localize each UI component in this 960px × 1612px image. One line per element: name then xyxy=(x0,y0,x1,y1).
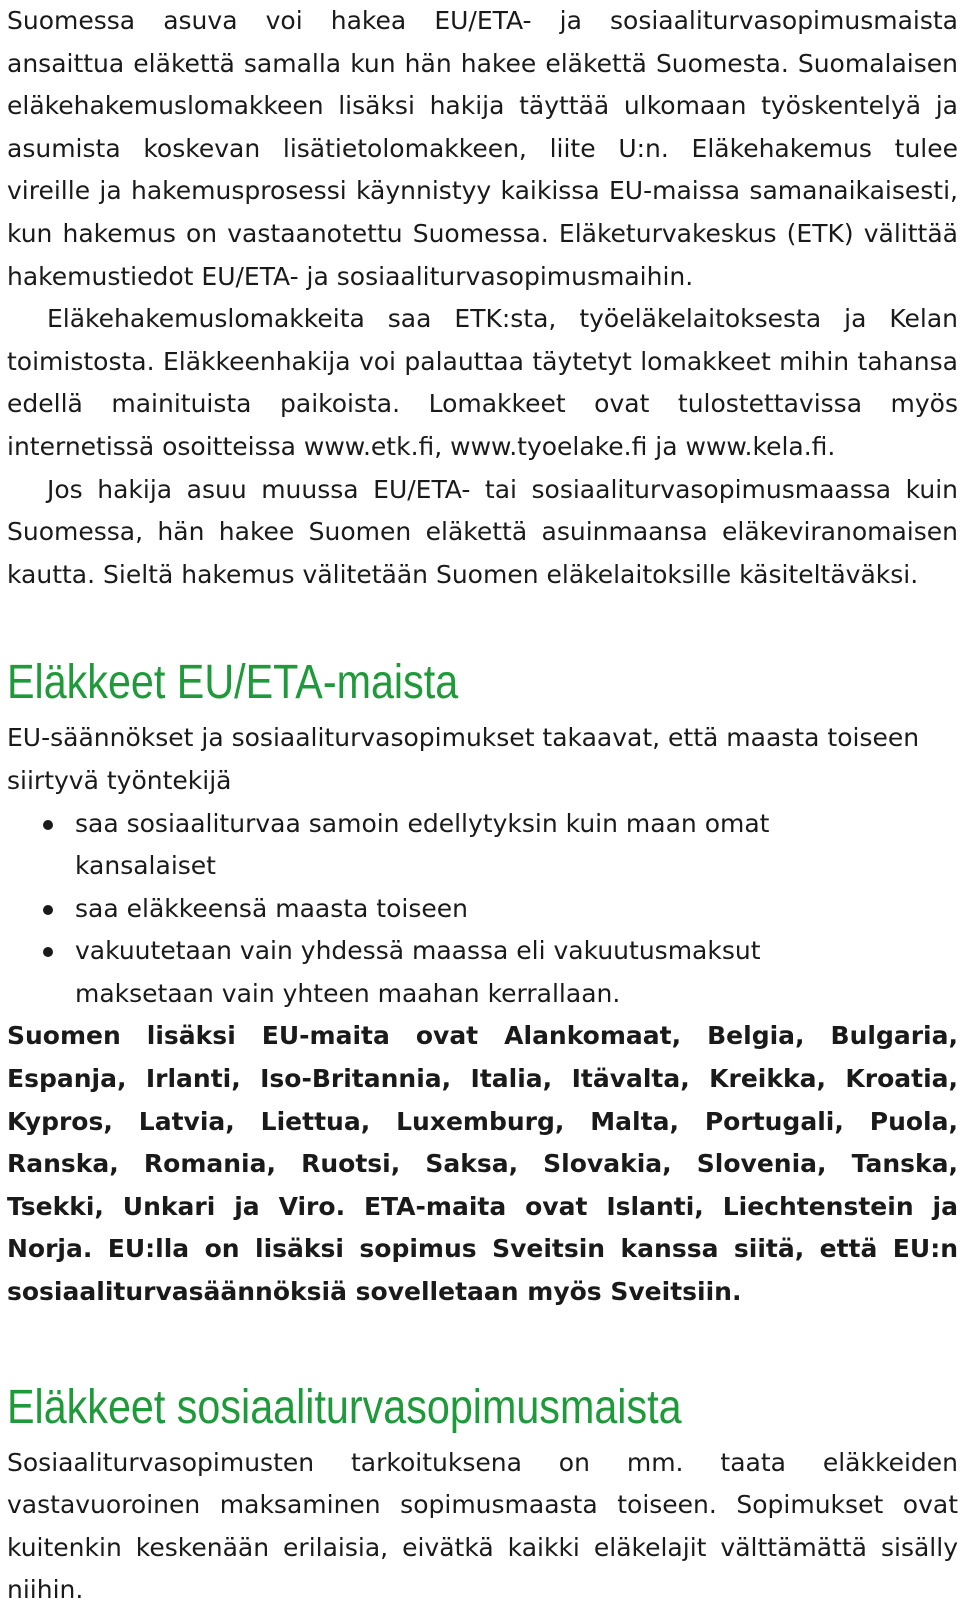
bullet-icon xyxy=(43,905,53,915)
eu-countries-paragraph: Suomen lisäksi EU-maita ovat Alankomaat, Belgia, Bulgaria, Espanja, Irlanti, Iso-Britannia, Italia, Itävalta, Kreikka, Kroatia, Kypros, Latvia, Liettua, Luxemburg, Malta, Portugali, Puola, Ranska, Romania, Ruotsi, Saksa, Slovakia, Slovenia, Tanska, Tsekki, Unkari ja Viro. ETA-maita ovat Islanti, Liechtenstein ja Norja. EU:lla on lisäksi sopimus Sveitsin kanssa siitä, että EU:n sosiaaliturvasäännöksiä sovelletaan myös Sveitsiin. xyxy=(7,1021,958,1307)
intro-paragraph-2: Eläkehakemuslomakkeita saa ETK:sta, työeläkelaitoksesta ja Kelan toimistosta. Eläkkeenhakija voi palauttaa täytetyt lomakkeet mihin tahansa edellä mainituista paikoista. Lomakkeet ovat tulostettavissa myös internetissä osoitteissa www.etk.fi, www.tyoelake.fi ja www.kela.fi. xyxy=(7,304,958,461)
intro-section xyxy=(7,0,958,596)
eu-intro-paragraph: EU-säännökset ja sosiaaliturvasopimukset takaavat, että maasta toiseen siirtyvä työntekijä xyxy=(7,723,920,795)
list-item xyxy=(7,888,958,931)
eu-section-heading: Eläkkeet EU/ETA-maista xyxy=(7,656,459,710)
bullet-icon xyxy=(43,820,53,830)
intro-paragraph-1: Suomessa asuva voi hakea EU/ETA- ja sosiaaliturvasopimusmaista ansaittua eläkettä samalla kun hän hakee eläkettä Suomesta. Suomalaisen eläkehakemuslomakkeen lisäksi hakija täyttää ulkomaan työskentelyä ja asumista koskevan lisätietolomakkeen, liite U:n. Eläkehakemus tulee vireille ja hakemusprosessi käynnistyy kaikissa EU-maissa samanaikaisesti, kun hakemus on vastaanotettu Suomessa. Eläketurvakeskus (ETK) välittää hakemustiedot EU/ETA- ja sosiaaliturvasopimusmaihin. xyxy=(7,6,958,291)
intro-paragraph-3: Jos hakija asuu muussa EU/ETA- tai sosiaaliturvasopimusmaassa kuin Suomessa, hän hakee Suomen eläkettä asuinmaansa eläkeviranomaisen kautta. Sieltä hakemus välitetään Suomen eläkelaitoksille käsiteltäväksi. xyxy=(7,474,958,589)
bullet-text: saa sosiaaliturvaa samoin edellytyksin kuin maan omat kansalaiset xyxy=(75,808,770,881)
bullet-text: saa eläkkeensä maasta toiseen xyxy=(75,893,468,923)
list-item xyxy=(7,803,958,888)
eu-section xyxy=(7,653,958,1313)
eu-bullet-list xyxy=(7,803,958,1016)
social-security-section xyxy=(7,1378,958,1612)
list-item xyxy=(7,930,958,1015)
social-security-paragraph: Sosiaaliturvasopimusten tarkoituksena on mm. taata eläkkeiden vastavuoroinen maksaminen sopimusmaasta toiseen. Sopimukset ovat kuitenkin keskenään erilaisia, eivätkä kaikki eläkelajit välttämättä sisälly niihin. xyxy=(7,1447,958,1605)
bullet-text: vakuutetaan vain yhdessä maassa eli vakuutusmaksut maksetaan vain yhteen maahan kerrallaan. xyxy=(75,936,761,1008)
bullet-icon xyxy=(43,947,53,957)
social-security-heading: Eläkkeet sosiaaliturvasopimusmaista xyxy=(7,1380,682,1434)
